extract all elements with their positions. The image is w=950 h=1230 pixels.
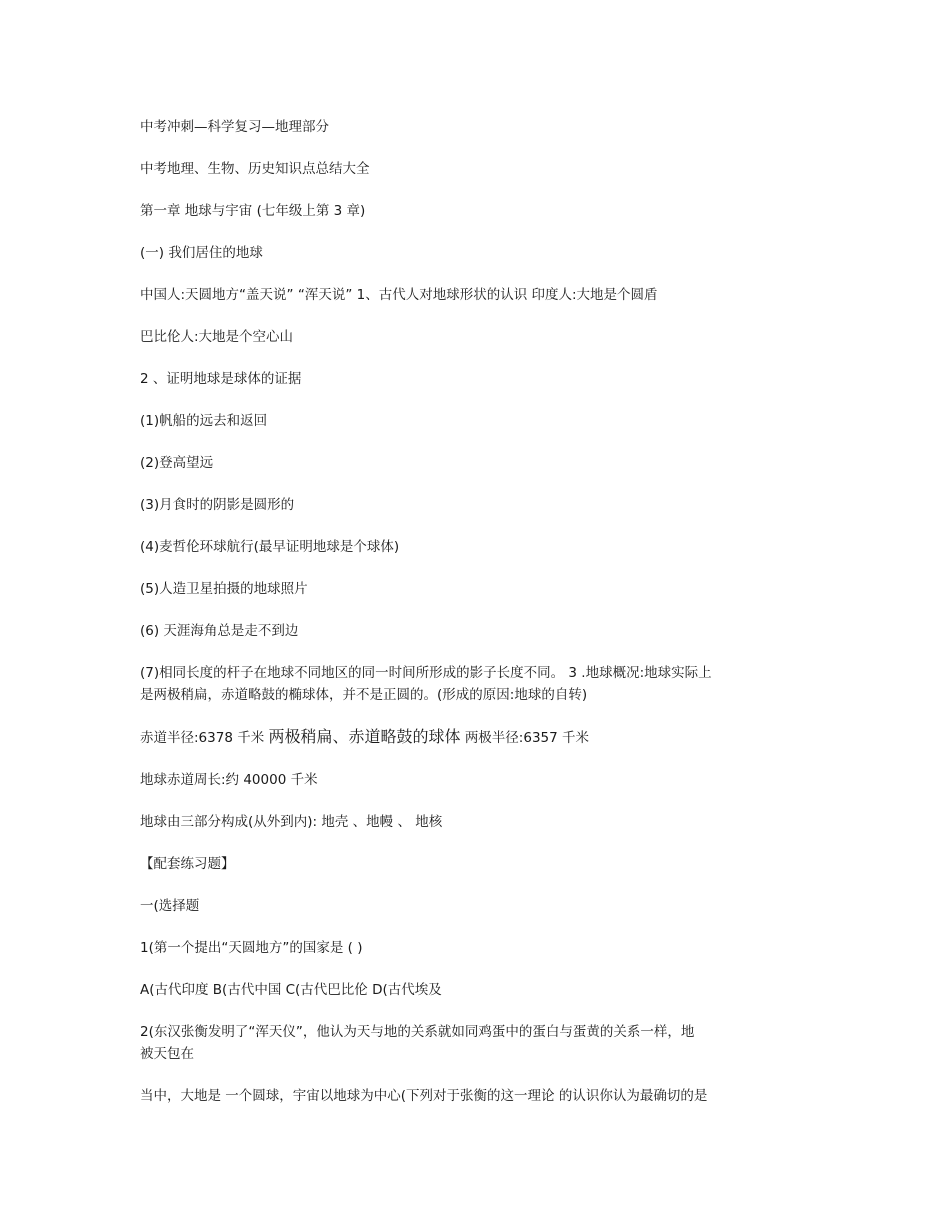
radius-line <box>140 726 820 749</box>
polar-radius: 两极半径:6357 千米 <box>464 730 590 746</box>
equator-radius: 赤道半径:6378 千米 <box>140 730 265 746</box>
paragraph-line: 被天包在 <box>140 1046 194 1062</box>
evidence-item: (3)月食时的阴影是圆形的 <box>140 497 295 513</box>
evidence-item: (4)麦哲伦环球航行(最早证明地球是个球体) <box>140 539 400 555</box>
text-line: 地球赤道周长:约 40000 千米 <box>140 772 318 788</box>
text-line: 中国人:天圆地方“盖天说” “浑天说” 1、古代人对地球形状的认识 印度人:大地是个圆盾 <box>140 287 658 303</box>
paragraph-line: 2(东汉张衡发明了“浑天仪”，他认为天与地的关系就如同鸡蛋中的蛋白与蛋黄的关系一样，地 <box>140 1024 695 1040</box>
evidence-item: (1)帆船的远去和返回 <box>140 413 268 429</box>
chapter-heading: 第一章 地球与宇宙 (七年级上第 3 章) <box>140 203 366 219</box>
question-section: 一(选择题 <box>140 898 200 914</box>
section-heading: (一) 我们居住的地球 <box>140 245 263 261</box>
text-line: 地球由三部分构成(从外到内): 地壳 、地幔 、 地核 <box>140 814 443 830</box>
exercise-heading: 【配套练习题】 <box>140 856 235 872</box>
doc-title: 中考地理、生物、历史知识点总结大全 <box>140 161 370 177</box>
question <box>140 1021 820 1065</box>
document-body <box>140 116 820 1127</box>
text-line: 巴比伦人:大地是个空心山 <box>140 329 294 345</box>
paragraph-line: 是两极稍扁，赤道略鼓的椭球体，并不是正圆的。(形成的原因:地球的自转) <box>140 687 588 703</box>
text-line: 2 、证明地球是球体的证据 <box>140 371 302 387</box>
text-line: 当中，大地是 一个圆球，宇宙以地球为中心(下列对于张衡的这一理论 的认识你认为最确切的是 <box>140 1088 708 1104</box>
evidence-item: (5)人造卫星拍摄的地球照片 <box>140 581 308 597</box>
evidence-item: (6) 天涯海角总是走不到边 <box>140 623 299 639</box>
earth-shape-paragraph <box>140 662 820 706</box>
evidence-item: (2)登高望远 <box>140 455 214 471</box>
earth-shape-note: 两极稍扁、赤道略鼓的球体 <box>268 727 461 746</box>
answer-options: A(古代印度 B(古代中国 C(古代巴比伦 D(古代埃及 <box>140 982 442 998</box>
paragraph-line: (7)相同长度的杆子在地球不同地区的同一时间所形成的影子长度不同。 3 .地球概况:地球实际上 <box>140 665 712 681</box>
header-line: 中考冲刺—科学复习—地理部分 <box>140 119 329 135</box>
question: 1(第一个提出“天圆地方”的国家是 ( ) <box>140 940 363 956</box>
